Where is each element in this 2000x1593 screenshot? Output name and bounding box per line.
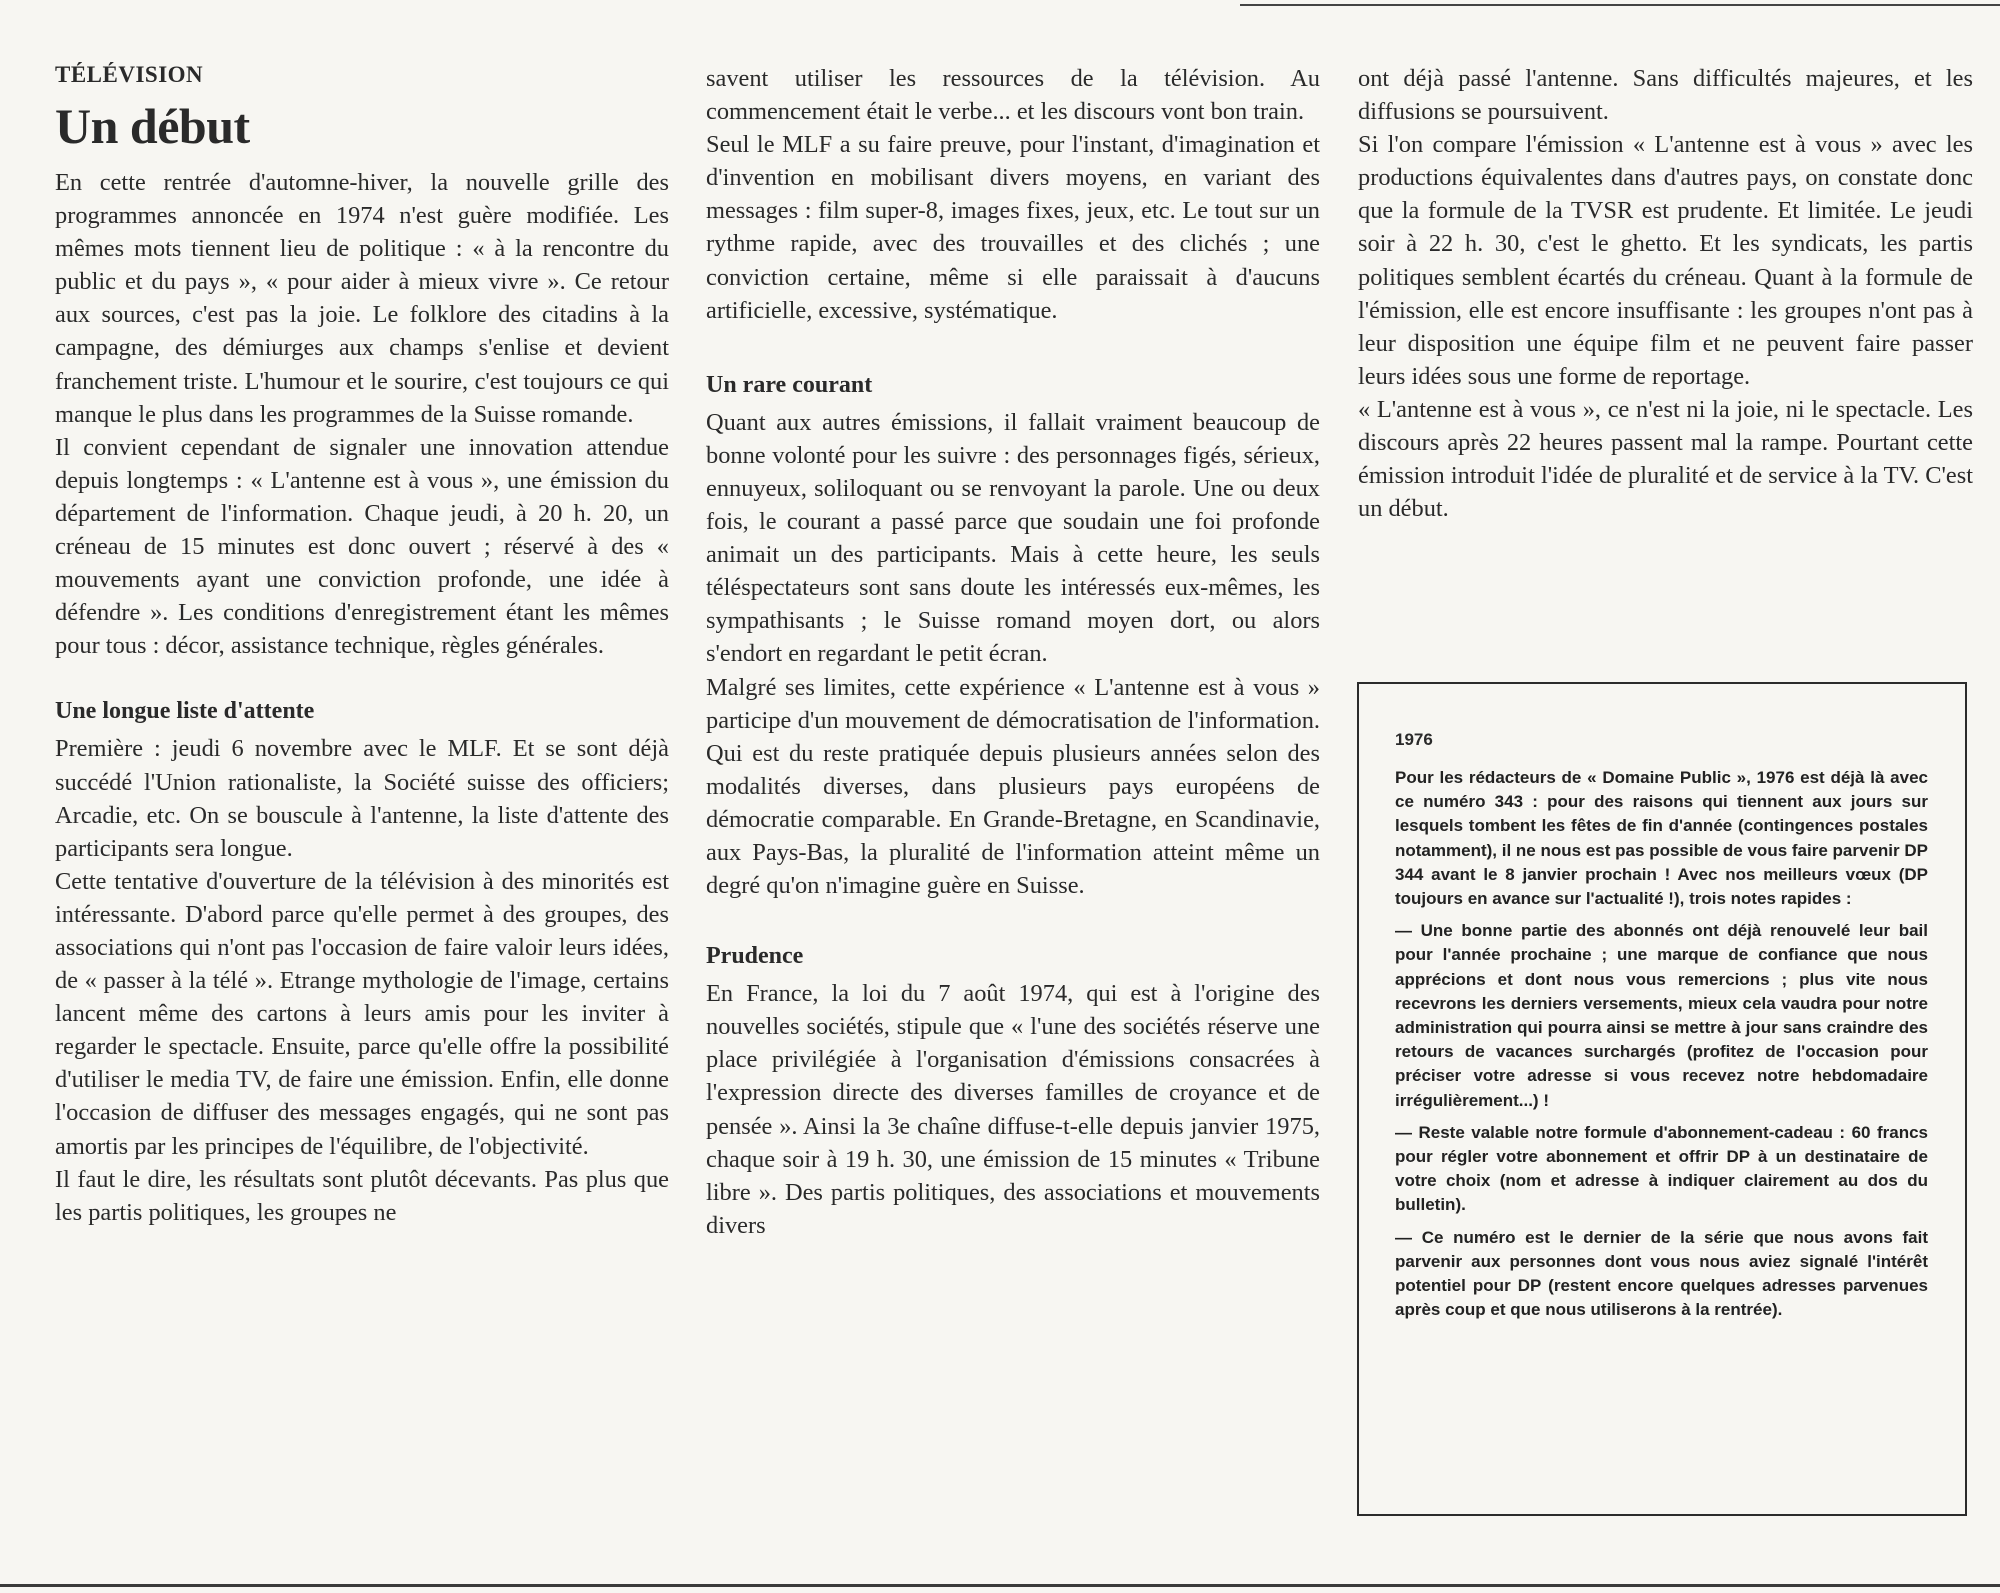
paragraph: « L'antenne est à vous », ce n'est ni la joie, ni le spectacle. Les discours après 22 heures passent mal la rampe. Pourtant cette émission introduit l'idée de pluralité et de service à la TV. C'est un début. (1358, 395, 1973, 523)
paragraph: Première : jeudi 6 novembre avec le MLF. Et se sont déjà succédé l'Union rationaliste, la Société suisse des officiers; Arcadie, etc. On se bouscule à l'antenne, la liste d'attente des participants sera longue. (55, 735, 669, 862)
subheading: Un rare courant (706, 371, 873, 398)
subheading: Une longue liste d'attente (55, 698, 315, 725)
article-column-1 (55, 62, 669, 1229)
notice-title: 1976 (1395, 730, 1433, 749)
paragraph: Malgré ses limites, cette expérience « L'antenne est à vous » participe d'un mouvement de démocratisation de l'information. Qui est du reste pratiquée depuis plusieurs années selon des modalités diverses, dans plusieurs pays européens de démocratie comparable. En Grande-Bretagne, en Scandinavie, aux Pays-Bas, la pluralité de l'information atteint même un degré qu'on n'imagine guère en Suisse. (706, 673, 1320, 900)
paragraph: En cette rentrée d'automne-hiver, la nouvelle grille des programmes annoncée en 1974 n'est guère modifiée. Les mêmes mots tiennent lieu de politique : « à la rencontre du public et du pays », « pour aider à mieux vivre ». Ce retour aux sources, c'est pas la joie. Le folklore des citadins à la campagne, des démiurges aux champs s'enlise et devient franchement triste. L'humour et le sourire, c'est toujours ce qui manque le plus dans les programmes de la Suisse romande. (55, 169, 669, 428)
article-column-2 (706, 62, 1320, 1242)
paragraph: ont déjà passé l'antenne. Sans difficultés majeures, et les diffusions se poursuivent. (1358, 65, 1973, 126)
paragraph: En France, la loi du 7 août 1974, qui est à l'origine des nouvelles sociétés, stipule que « l'une des sociétés réserve une place privilégiée à l'organisation d'émissions consacrées à l'expression directe des diverses familles de croyance et de pensée ». Ainsi la 3e chaîne diffuse-t-elle depuis janvier 1975, chaque soir à 19 h. 30, une émission de 15 minutes « Tribune libre ». Des partis politiques, des associations et mouvements divers (706, 980, 1320, 1239)
paragraph: Quant aux autres émissions, il fallait vraiment beaucoup de bonne volonté pour les suivre : des personnages figés, sérieux, ennuyeux, soliloquant ou se renvoyant la parole. Une ou deux fois, le courant a passé parce que soudain une foi profonde animait un des participants. Mais à cette heure, les seuls téléspectateurs sont sans doute les intéressés eux-mêmes, les sympathisants ; le Suisse romand moyen dort, ou alors s'endort en regardant le petit écran. (706, 408, 1320, 668)
notice-paragraph: — Ce numéro est le dernier de la série que nous avons fait parvenir aux personnes dont vous nous aviez signalé l'intérêt potentiel pour DP (restent encore quelques adresses parvenues après coup et que nous utiliserons à la rentrée). (1395, 1227, 1928, 1320)
paragraph: savent utiliser les ressources de la télévision. Au commencement était le verbe... et les discours vont bon train. (706, 65, 1320, 126)
notice-paragraph: — Reste valable notre formule d'abonnement-cadeau : 60 francs pour régler votre abonnement et offrir DP à un destinataire de votre choix (nom et adresse à indiquer clairement au dos du bulletin). (1395, 1122, 1928, 1215)
section-kicker: TÉLÉVISION (55, 62, 204, 87)
notice-box (1357, 682, 1967, 1516)
top-rule (1240, 4, 2000, 6)
paragraph: Il convient cependant de signaler une innovation attendue depuis longtemps : « L'antenne est à vous », une émission du département de l'information. Chaque jeudi, à 20 h. 20, un créneau de 15 minutes est donc ouvert ; réservé à des « mouvements ayant une conviction profonde, une idée à défendre ». Les conditions d'enregistrement étant les mêmes pour tous : décor, assistance technique, règles générales. (55, 433, 669, 660)
article-column-3 (1358, 62, 1973, 525)
paragraph: Cette tentative d'ouverture de la télévision à des minorités est intéressante. D'abord parce qu'elle permet à des groupes, des associations qui n'ont pas l'occasion de faire valoir leurs idées, de « passer à la télé ». Etrange mythologie de l'image, certains lancent même des cartons à leurs amis pour les inviter à regarder le spectacle. Ensuite, parce qu'elle offre la possibilité d'utiliser le media TV, de faire une émission. Enfin, elle donne l'occasion de diffuser des messages engagés, qui ne sont pas amortis par les principes de l'équilibre, de l'objectivité. (55, 867, 669, 1160)
subheading: Prudence (706, 943, 804, 970)
article-title: Un début (55, 98, 250, 154)
paragraph: Si l'on compare l'émission « L'antenne est à vous » avec les productions équivalentes dans d'autres pays, on constate donc que la formule de la TVSR est prudente. Et limitée. Le jeudi soir à 22 h. 30, c'est le ghetto. Et les syndicats, les partis politiques semblent écartés du créneau. Quant à la formule de l'émission, elle est encore insuffisante : les groupes n'ont pas à leur disposition une équipe film et ne peuvent faire passer leurs idées sous une forme de reportage. (1358, 131, 1973, 390)
notice-paragraph: Pour les rédacteurs de « Domaine Public », 1976 est déjà là avec ce numéro 343 : pour des raisons qui tiennent aux jours sur lesquels tombent les fêtes de fin d'année (contingences postales notamment), il ne nous est pas possible de vous faire parvenir DP 344 avant le 8 janvier prochain ! Avec nos meilleurs vœux (DP toujours en avance sur l'actualité !), trois notes rapides : (1395, 768, 1928, 909)
bottom-rule (0, 1584, 2000, 1587)
paragraph: Il faut le dire, les résultats sont plutôt décevants. Pas plus que les partis politiques, les groupes ne (55, 1165, 669, 1226)
notice-paragraph: — Une bonne partie des abonnés ont déjà renouvelé leur bail pour l'année prochaine ; une marque de confiance que nous apprécions et dont nous vous remercions ; plus vite nous recevrons les derniers versements, mieux cela vaudra pour notre administration qui pourra ainsi se mettre à jour sans craindre des retours de vacances surchargés (profitez de l'occasion pour préciser votre adresse si vous recevez notre hebdomadaire irrégulièrement...) ! (1395, 921, 1928, 1110)
paragraph: Seul le MLF a su faire preuve, pour l'instant, d'imagination et d'invention en mobilisant divers moyens, en variant des messages : film super-8, images fixes, jeux, etc. Le tout sur un rythme rapide, avec des trouvailles et des clichés ; une conviction certaine, même si elle paraissait à d'aucuns artificielle, excessive, systématique. (706, 131, 1320, 324)
